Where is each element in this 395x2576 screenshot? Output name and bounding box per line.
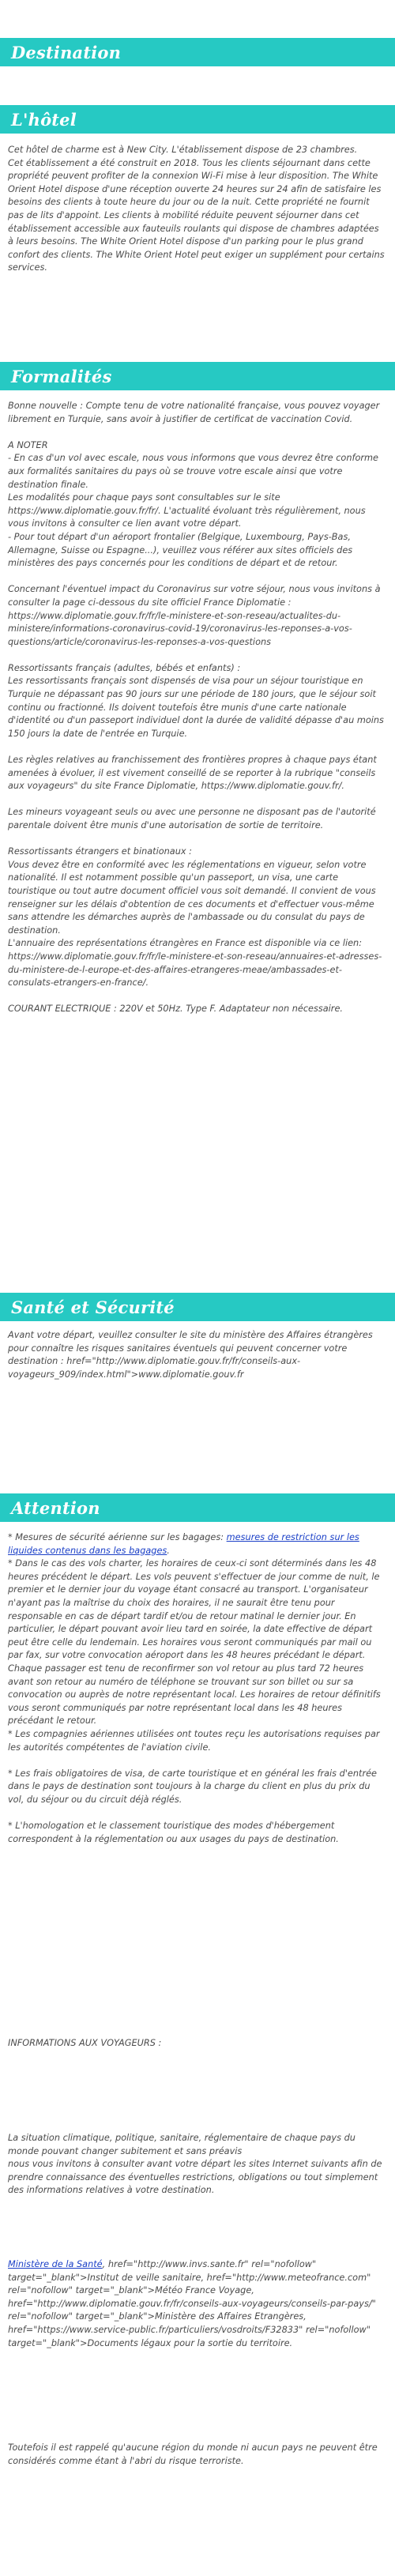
liquids-restriction-link[interactable]: mesures de restriction sur les liquides contenus dans les bagages bbox=[8, 1532, 359, 1556]
info-voyageurs-text: La situation climatique, politique, sanitaire, réglementaire de chaque pays du monde pouvant changer subitement et sans préavis nous vous invitons à consulter avant votre départ les sites Internet suivants afin de prendre connaissance des éventuelles restrictions, obligations ou tout simplement des informations relatives à votre destination. bbox=[8, 2133, 382, 2196]
bagages-suffix: . bbox=[167, 1545, 170, 1556]
section-title-attention: Attention bbox=[11, 1497, 100, 1518]
attention-bullet-bagages bbox=[8, 1531, 387, 1557]
section-title-destination: Destination bbox=[11, 42, 122, 62]
formalites-text: Bonne nouvelle : Compte tenu de votre nationalité française, vous pouvez voyager librement en Turquie, sans avoir à justifier de certificat de vaccination Covid. A NOTER - En cas d'un vol avec escale, nous vous informons que vous devrez être conforme aux formalités sanitaires du pays où se trouve votre escale ainsi que votre destination finale. Les modalités pour chaque pays sont consultables sur le site https://www.diplomatie.gouv.fr/fr/. L'actualité évoluant très régulièrement, nous vous invitons à consulter ce lien avant votre départ. - Pour tout départ d'un aéroport frontalier (Belgique, Luxembourg, Pays-Bas, Allemagne, Suisse ou Espagne...), veuillez vous référer aux sites officiels des ministères des pays concernés pour les conditions de départ et de retour. Concernant l'éventuel impact du Coronavirus sur votre séjour, nous vous invitons à consulter la page ci-dessous du site officiel France Diplomatie : https://www.diplomatie.gouv.fr/fr/le-ministere-et-son-reseau/actualites-du-ministere/informations-coronavirus-covid-19/coronavirus-les-reponses-a-vos-questions/article/coronavirus-les-reponses-a-vos-questions Ressortissants français (adultes, bébés et enfants) : Les ressortissants français sont dispensés de visa pour un séjour touristique en Turquie ne dépassant pas 90 jours sur une période de 180 jours, que le séjour soit continu ou fractionné. Ils doivent toutefois être munis d'une carte nationale d'identité ou d'un passeport individuel dont la durée de validité dépasse d'au moins 150 jours la date de l'entrée en Turquie. Les règles relatives au franchissement des frontières propres à chaque pays étant amenées à évoluer, il est vivement conseillé de se reporter à la rubrique "conseils aux voyageurs" du site France Diplomatie, https://www.diplomatie.gouv.fr/. Les mineurs voyageant seuls ou avec une personne ne disposant pas de l'autorité parentale doivent être munis d'une autorisation de sortie de territoire. Ressortissants étrangers et binationaux : Vous devez être en conformité avec les réglementations en vigueur, selon votre nationalité. Il est notamment possible qu'un passeport, un visa, une carte touristique ou tout autre document officiel vous soit demandé. Il convient de vous renseigner sur les délais d'obtention de ces documents et d'effectuer vous-même sans attendre les démarches auprès de l'ambassade ou du consulat du pays de destination. L'annuaire des représentations étrangères en France est disponible via ce lien: https://www.diplomatie.gouv.fr/fr/le-ministere-et-son-reseau/annuaires-et-adresses-du-ministere-de-l-europe-et-des-affaires-etrangeres-meae/ambassades-et-consulats-etrangers-en-france/. COURANT ELECTRIQUE : 220V et 50Hz. Type F. Adaptateur non nécessaire. bbox=[8, 401, 384, 1015]
hotel-text: Cet hôtel de charme est à New City. L'établissement dispose de 23 chambres. Cet établissement a été construit en 2018. Tous les clients séjournant dans cette propriété peuvent profiter de la connexion Wi-Fi mise à leur disposition. The White Orient Hotel dispose d'une réception ouverte 24 heures sur 24 afin de satisfaire les besoins des clients à toute heure du jour ou de la nuit. Cette propriété ne fournit pas de lits d'appoint. Les clients à mobilité réduite peuvent séjourner dans cet établissement accessible aux fauteuils roulants qui dispose de chambres adaptées à leurs besoins. The White Orient Hotel dispose d'un parking pour le plus grand confort des clients. The White Orient Hotel peut exiger un supplément pour certains services. bbox=[8, 145, 385, 273]
section-title-sante: Santé et Sécurité bbox=[11, 1297, 175, 1317]
section-header-hotel bbox=[0, 105, 395, 134]
bagages-prefix: * Mesures de sécurité aérienne sur les bagages: bbox=[8, 1532, 227, 1542]
hotel-description bbox=[0, 144, 395, 275]
terrorism-notice-block bbox=[0, 2442, 395, 2468]
formalites-content bbox=[0, 400, 395, 1016]
useful-links-block bbox=[0, 2258, 395, 2350]
sante-text: Avant votre départ, veuillez consulter le site du ministère des Affaires étrangères pour connaître les risques sanitaires éventuels qui peuvent concerner votre destination : href="http://www.diplomatie.gouv.fr/fr/conseils-aux-voyageurs_909/index.html">www.diplomatie.gouv.fr bbox=[8, 1330, 373, 1380]
info-voyageurs-block bbox=[0, 2132, 395, 2198]
attention-content bbox=[0, 1531, 395, 1846]
section-header-formalites bbox=[0, 362, 395, 390]
useful-links-text bbox=[8, 2258, 387, 2350]
terrorism-notice-text: Toutefois il est rappelé qu'aucune région du monde ni aucun pays ne peuvent être considérés comme étant à l'abri du risque terroriste. bbox=[8, 2442, 378, 2466]
info-heading-block bbox=[0, 2037, 395, 2051]
section-title-hotel: L'hôtel bbox=[11, 109, 77, 130]
section-header-destination bbox=[0, 38, 395, 66]
info-voyageurs-heading: INFORMATIONS AUX VOYAGEURS : bbox=[8, 2038, 162, 2048]
section-title-formalites: Formalités bbox=[11, 366, 112, 386]
section-header-attention bbox=[0, 1493, 395, 1522]
sante-content bbox=[0, 1329, 395, 1381]
attention-text-a: * Dans le cas des vols charter, les horaires de ceux-ci sont déterminés dans les 48 heures précédent le départ. Les vols peuvent s'effectuer de jour comme de nuit, le premier et le dernier jour du voyage étant consacré au transport. L'organisateur n'ayant pas la maîtrise du choix des horaires, il ne saurait être tenu pour responsable en cas de départ tardif et/ou de retour matinal le dernier jour. En particulier, le départ pouvant avoir lieu tard en soirée, la date effective de départ peut être celle du lendemain. Les horaires vous seront communiqués par mail ou par fax, sur votre convocation aéroport dans les 48 heures précédant le départ. Chaque passager est tenu de reconfirmer son vol retour au plus tard 72 heures avant son retour au numéro de téléphone se trouvant sur son billet ou sur sa convocation ou auprès de notre représentant local. Les horaires de retour définitifs vous seront communiqués par notre représentant local dans les 48 heures précédant le retour. * Les compagnies aériennes utilisées ont toutes reçu les autorisations requises par les autorités compétentes de l'aviation civile. * Les frais obligatoires de visa, de carte touristique et en général les frais d'entrée dans le pays de destination sont toujours à la charge du client en plus du prix du vol, du séjour ou du circuit déjà réglés. * L'homologation et le classement touristique des modes d'hébergement correspondent à la réglementation ou aux usages du pays de destination. bbox=[8, 1558, 381, 1844]
useful-links-rest: , href="http://www.invs.sante.fr" rel="nofollow" target="_blank">Institut de veille sanitaire, href="http://www.meteofrance.com" rel="nofollow" target="_blank">Météo France Voyage, href="http://www.diplomatie.gouv.fr/fr/conseils-aux-voyageurs/conseils-par-pays/" rel="nofollow" target="_blank">Ministère des Affaires Etrangères, href="https://www.service-public.fr/particuliers/vosdroits/F32833" rel="nofollow" target="_blank">Documents légaux pour la sortie du territoire. bbox=[8, 2259, 376, 2348]
ministere-sante-link[interactable]: Ministère de la Santé bbox=[8, 2259, 103, 2269]
section-header-sante bbox=[0, 1293, 395, 1321]
